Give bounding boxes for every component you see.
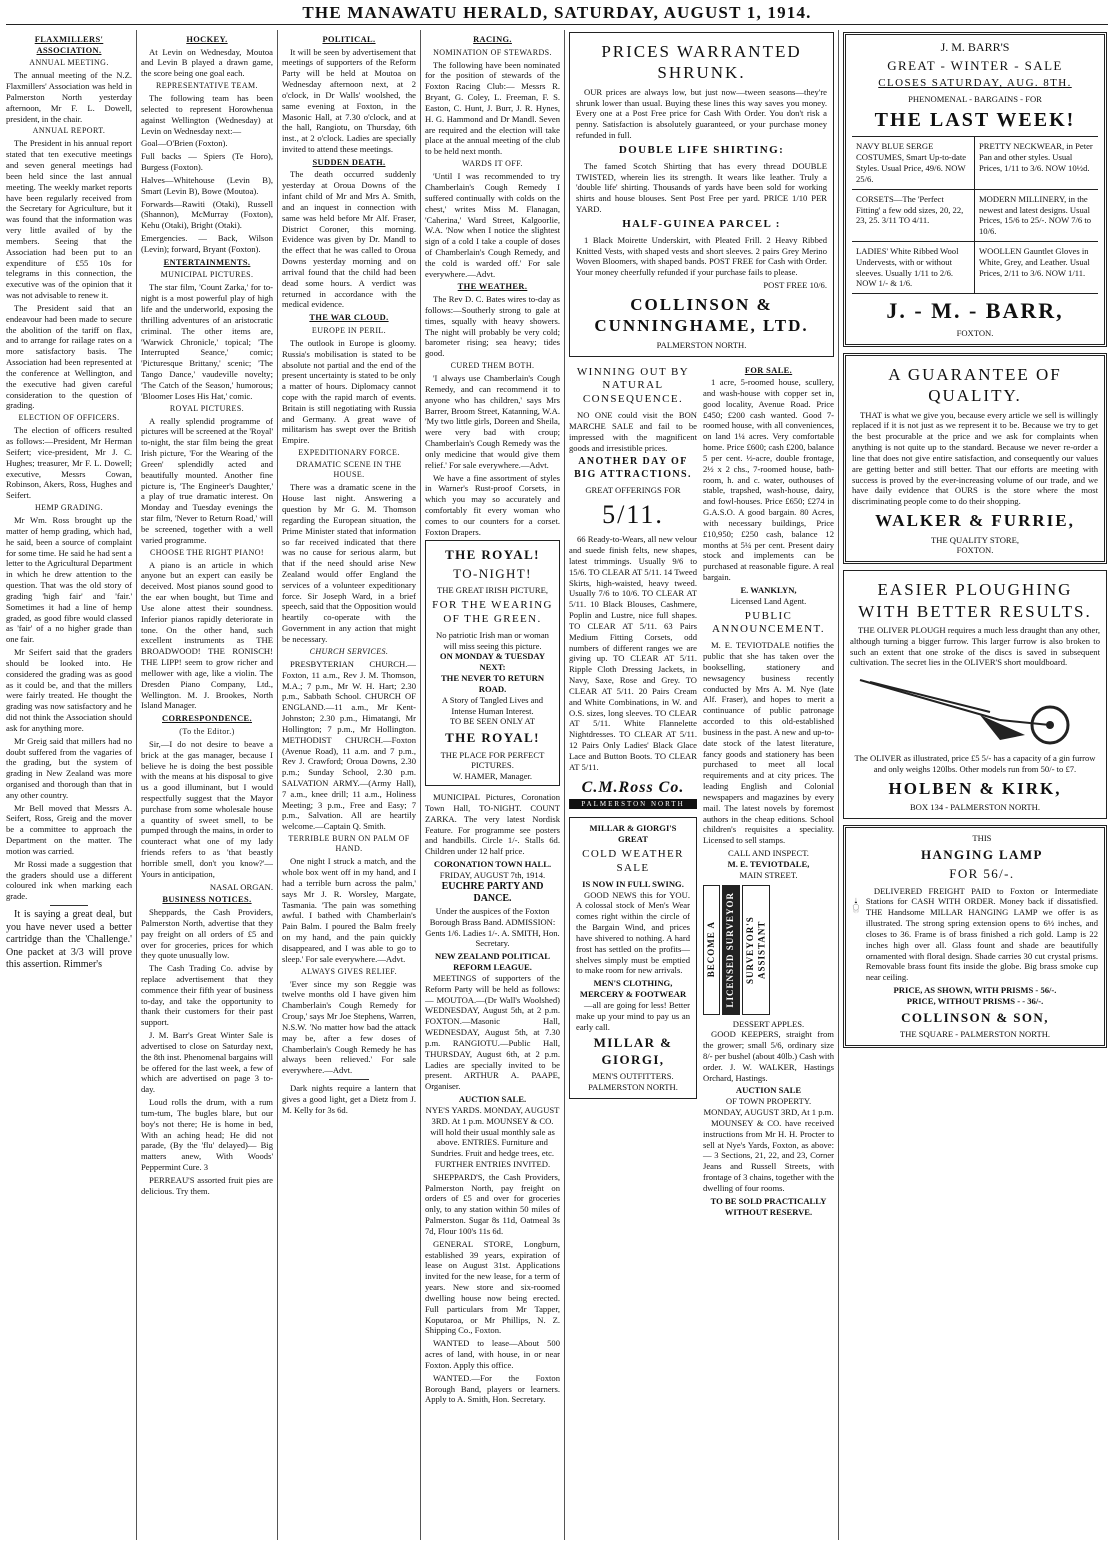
- paragraph: The annual meeting of the N.Z. Flaxmillers' Association was held in Palmerston North yesterday afternoon, Mr F. L. Dowell, president, in the chair.: [6, 70, 132, 124]
- team-line: Emergencies. — Back, Wilson (Levin); forward, Bryant (Foxton).: [141, 233, 273, 254]
- column-divider: [564, 30, 565, 1540]
- ad-headline: GREAT - WINTER - SALE: [887, 58, 1063, 74]
- divider: [329, 1079, 369, 1080]
- paragraph: MUNICIPAL Pictures, Coronation Town Hall, TO-NIGHT. COUNT ZARKA. The very latest Nordisk Feature. For programme see posters and handbills. Circle 1/-. Stalls 6d. Children under 12 half price.: [425, 792, 560, 857]
- paragraph: GENERAL STORE, Longburn, established 39 years, expiration of lease on August 31st. Applications invited for the new lease, for a term of years. New store and six-roomed dwelling house now being erected. Full particulars from Mr Tapper, Koputaroa, or Mr Phillips, N. Z. Shipping Co., Foxton.: [425, 1238, 560, 1336]
- paragraph: 'I always use Chamberlain's Cough Remedy, and can recommend it to anyone who has children,' says Mrs Barrer, Broom Street, Katanning, W.A. 'My two little girls, Doreen and Sheila, were very bad with croup; Chamberlain's Cough Remedy was the only medicine that would give them relief.' For sale everywhere.—Advt.: [425, 373, 560, 470]
- paragraph: 'Ever since my son Reggie was twelve months old I have given him Chamberlain's Cough Remedy for Croup,' says Mr Joe Stephens, Warren, N.S.W. 'No matter how bad the attack may be, after a few doses of Chamberlain's Cough Remedy he has always been relieved.' For sale everywhere.—Advt.: [282, 978, 416, 1076]
- ad-line: ON MONDAY & TUESDAY NEXT:: [439, 651, 546, 673]
- paragraph: Sheppards, the Cash Providers, Palmerston North, advertise that they pay freight on all orders of £5 and over for groceries, prices for which they quote unusually low.: [141, 907, 273, 961]
- barr-sale-ad: [843, 32, 1107, 347]
- ad-headline: MILLAR & GIORGI,: [593, 1035, 673, 1067]
- column-divider: [136, 30, 137, 1540]
- article-subtitle: ROYAL PICTURES.: [169, 403, 245, 413]
- ad-line: OF TOWN PROPERTY.: [725, 1096, 812, 1107]
- ad-headline: COLLINSON & CUNNINGHAME, LTD.: [594, 294, 809, 336]
- paragraph: The outlook in Europe is gloomy. Russia's mobilisation is stated to be absolute not partial and the end of the present uncertainty is stated to be only a matter of hours. Diplomacy cannot cope with the rapid march of events. Britain is still negotiating with Russia and Germany. A great wave of militarism has swept over the British Empire.: [282, 337, 416, 446]
- article-title: RACING.: [473, 35, 512, 44]
- team-line: Full backs — Spiers (Te Horo), Burgess (Foxton).: [141, 151, 273, 173]
- ad-line: FRIDAY, AUGUST 7th, 1914.: [439, 869, 546, 880]
- team-line: Goal—O'Brien (Foxton).: [141, 138, 228, 149]
- ad-headline: THE ROYAL!: [445, 730, 540, 746]
- ad-line: THE NEVER TO RETURN ROAD.: [440, 673, 545, 694]
- paragraph: MOUNSEY & CO. have received instructions from Mr H. H. Procter to sell at Nye's Yards, Foxton, as above:— 3 Sections, 21, 22, and 23, Corner Jeans and Russell Streets, with frontage of 3 chains, together with the dwelling of four rooms.: [703, 1117, 834, 1193]
- paragraph: It will be seen by advertisement that meetings of supporters of the Reform Party will be held at Moutoa on Wednesday afternoon next, at 2 o'clock, in Dr Walls' woolshed, the same evening at Foxton, in the Masonic Hall, at 7.30 o'clock, and at the hall, Rangiotu, on Thursday, 6th inst., at 2 o'clock. Ladies are specially invited to attend these meetings.: [282, 46, 416, 155]
- paragraph: GOOD KEEPERS, straight from the grower; small 5/6, ordinary size 8/- per bushel (about 40lb.) Cash with order. J. W. WALKER, Hastings Orchard, Hastings.: [703, 1029, 834, 1083]
- divider: [50, 905, 88, 906]
- ad-headline: THE LAST WEEK!: [874, 109, 1076, 132]
- ad-text: The famed Scotch Shirting that has every thread DOUBLE TWISTED, wherein lies its strength. It wears like leather. Truly a 'double life' shirting. Thousands of yards have been sold for working shirts and house blouses. Sent Post Free per yard. PRICE 1/10 PER YARD.: [576, 160, 827, 215]
- paragraph: A piano is an article in which anyone but an expert can easily be deceived. Most pianos sound good to the ear when bought, but Time and Use alone attest their soundness. Inferior pianos rapidly deteriorate in tone. On the other hand, such excellent instruments as THE BROADWOOD! THE RONISCH! THE LIPP! seem to grow richer and mellower with age, like a violin. The Dresden Piano Company, Ltd., Wellington. M. J. Brookes, North Island Manager.: [141, 559, 273, 711]
- ad-line: TO BE SEEN ONLY AT: [449, 716, 536, 727]
- paragraph: Mr Seifert said that the graders should be looked into. He considered the grading was as good as it could be, and that the millers were fairly treated. He thought the grading was now satisfactory and he did not think the Association should ask for anything more.: [6, 647, 132, 733]
- ad-price: PRICE, WITHOUT PRISMS - - 36/-.: [906, 995, 1044, 1006]
- ad-headline: PRICES WARRANTED SHRUNK.: [601, 42, 802, 83]
- paragraph: The death occurred suddenly yesterday at Oroua Downs of the infant child of Mr and Mrs A. Smith, and an inquest in connection with same was held before Mr Alf. Fraser, District Coroner, this morning. Evidence was given by Dr. Mandl to the effect that he was called to Oroua Downs yesterday morning and on arrival found that the child had been dead some hours. A verdict was returned in accordance with the medical evidence.: [282, 169, 416, 310]
- ad-headline: AUCTION SALE: [735, 1085, 802, 1096]
- surveyor-ad: [703, 885, 834, 1015]
- paragraph: Sir,—I do not desire to beave a brick at the gas manager, because I believe he is doing the best possible with the means at his disposal to give us a good illuminant, but I would respectfully suggest that the Mayor purchase from some wholesale house a quantity of sweet smell, to be pumped through the mains, in order to counteract what one of my lady friends refers to as 'that beastly horrible smell, don't you know?'—Yours in anticipation,: [141, 738, 273, 879]
- team-line: Halves—Whitehouse (Levin B), Smart (Levin B), Bowe (Moutoa).: [141, 174, 273, 196]
- holben-kirk-ad: [843, 570, 1107, 819]
- paragraph: The star film, 'Count Zarka,' for to-night is a most powerful play of high life and the underworld, exposing the thrilling adventures of an aristocratic criminal. The other items are, 'Warwick Chronicle,' topical; 'The Interrupted Seance,' comic; 'Picturesque Brittany,' scenic; 'The Tango Dance,' vaudeville novelty; 'The Catch of the Season,' humorous; 'Bloomer Loses His Hat,' comic.: [141, 282, 273, 401]
- ad-line: A Story of Tangled Lives and Intense Human Interest.: [441, 694, 544, 716]
- paragraph: 'Until I was recommended to try Chamberlain's Cough Remedy I suffered continually with colds on the chest,' writes Miss M. Flanagan, 'Caherina,' Ward Street, Kalgoorlie, W.A. 'Now when I notice the slightest sign of a cold I take a couple of doses of Chamberlain's Cough Remedy, and the cold is warded off.' For sale everywhere.—Advt.: [425, 171, 560, 279]
- ad-text: —all are going for less! Better make up your mind to pay us an early call.: [576, 999, 690, 1032]
- paragraph: We have a fine assortment of styles in Warner's Rust-proof Corsets, in which you may so accurately and comfortably fit every woman who comes to our counters for a corset. Foxton Drapers.: [425, 472, 560, 537]
- article-title: HOCKEY.: [186, 35, 228, 44]
- ad-headline: DOUBLE LIFE SHIRTING:: [618, 143, 785, 156]
- article-subtitle: ELECTION OF OFFICERS.: [18, 413, 120, 423]
- ad-headline: EUCHRE PARTY AND DANCE.: [441, 880, 544, 905]
- ad-caption: The OLIVER as illustrated, price £5 5/- has a capacity of a gin furrow and only weighs 120lbs. Other models run from 50/- to £7.: [854, 753, 1096, 774]
- paragraph: The Cash Trading Co. advise by replace advertisement that they commence their fifth year of business to-day, and take the opportunity to thank their customers for their past support.: [141, 963, 273, 1028]
- ad-line: PALMERSTON NORTH: [569, 799, 697, 810]
- ad-headline: FOR 56/-.: [949, 866, 1015, 882]
- article-subtitle: DRAMATIC SCENE IN THE HOUSE.: [296, 460, 402, 480]
- ad-line: MAIN STREET.: [739, 869, 798, 880]
- article-subtitle: EUROPE IN PERIL.: [311, 325, 387, 335]
- article-title: THE WAR CLOUD.: [309, 313, 389, 323]
- column-divider: [420, 30, 421, 1540]
- ad-line: THE GREAT IRISH PICTURE,: [436, 585, 549, 596]
- signature: NASAL ORGAN.: [209, 881, 273, 892]
- paragraph: 1 acre, 5-roomed house, scullery, and wash-house with copper set in, good locality, Avenue Road. Price £450; £200 cash wanted. Good 7-roomed house, with all conveniences, on land 1¼ acres. Very comfortable home. Price £600; cash £200, balance 5 per cent. ½-acre, double frontage, 2½ x 2 chs., 7-roomed house, bath-room, h. and c. water, outhouses of stable, trapshed, wash-house, dairy, and fowl-houses. Price £650; £274 in G.A.S.O. A good bargain. 80 Acres, with necessary buildings, Price £10,950; £250 cash, balance 12 months at 5¼ per cent. Present dairy stock and implements can be purchased at reasonable figure. A real bargain.: [703, 377, 834, 583]
- hanging-lamp-ad: [843, 825, 1107, 1048]
- ad-price: 5/11.: [602, 499, 664, 529]
- article-title: ENTERTAINMENTS.: [163, 257, 251, 267]
- paragraph: One night I struck a match, and the whole box went off in my hand, and I had a terrible burn across the palm,' says Mr J. R. Worsley, Margate, Tasmania. 'The pain was something awful. I bathed with Chamberlain's Pain Balm. I poured the Balm freely on my hand, and the pain quickly disappeared, and I was able to go to sleep.' For sale everywhere.—Advt.: [282, 856, 416, 964]
- paragraph: The President said that an endeavour had been made to secure the abolition of the tariff on flax, and to arrange for railage rates on a more satisfactory basis. The Association had been represented at the conference at Wellington, and the executive had given careful consideration to the question of grading.: [6, 302, 132, 411]
- article-title: THE WEATHER.: [457, 282, 528, 292]
- paragraph: The election of officers resulted as follows:—President, Mr Herman Seifert; vice-president, Mr J. C. Hughes; treasurer, Mr F. L. Dowell; executive, Messrs Cowan, Robinson, Akers, Ross, Hughes and Seifert.: [6, 425, 132, 501]
- ad-line: THIS: [972, 833, 992, 844]
- article-subtitle: ANNUAL REPORT.: [32, 126, 106, 136]
- paragraph: WANTED.—For the Foxton Borough Band, players or learners. Apply to A. Smith, Hon. Secretary.: [425, 1372, 560, 1405]
- article-title: FLAXMILLERS' ASSOCIATION.: [34, 35, 104, 55]
- ad-headline: WALKER & FURRIE,: [875, 511, 1075, 531]
- column-1: [6, 32, 132, 1540]
- ad-headline: J. - M. - BARR,: [886, 298, 1064, 324]
- ad-line: IS NOW IN FULL SWING.: [582, 878, 684, 889]
- ad-text: GOOD NEWS this for YOU. A colossal stock of Men's Wear comes right within the circle of the Bargain Wind, and prices have shivered to nothing. A hard frost has settled on the profits—shelves simply must be emptied to make room for new arrivals.: [576, 889, 690, 976]
- sale-cell: MODERN MILLINERY, in the newest and latest designs. Usual Prices, 15/6 to 25/-. NOW 7/6 to 10/6.: [975, 190, 1098, 242]
- ad-line: Under the auspices of the Foxton Borough Brass Band. ADMISSION: Gents 1/6. Ladies 1/-. A. SMITH, Hon. Secretary.: [425, 905, 560, 949]
- ad-line: FOXTON.: [956, 328, 994, 339]
- ad-headline: DESSERT APPLES.: [732, 1018, 805, 1029]
- ad-headline: HALF-GUINEA PARCEL :: [622, 217, 781, 230]
- paragraph: J. M. Barr's Great Winter Sale is advertised to close on Saturday next, the 8th inst. Phenomenal bargains will be offered for the last week, a few of which are advertised on page 3 to-day.: [141, 1030, 273, 1095]
- ad-line: FOXTON.: [956, 545, 994, 556]
- article-title: SUDDEN DEATH.: [312, 157, 386, 167]
- paragraph: MEETINGS of supporters of the Reform Party will be held as follows:— MOUTOA.—(Dr Wall's Woolshed) WEDNESDAY, August 5th, at 2 p.m. FOXTON.—Masonic Hall, WEDNESDAY, August 5th, at 7.30 p.m. RANGIOTU.—Public Hall, THURSDAY, August 6th, at 2 p.m. Ladies are specially invited to be present. ARTHUR A. PAAPE, Organiser.: [425, 972, 560, 1092]
- article-subtitle: (To the Editor.): [179, 726, 235, 736]
- ad-text: 66 Ready-to-Wears, all new velour and suede finish felts, new shapes, latest trimmings. Usually 9/6 to 15/6. TO CLEAR AT 5/11. 14 Tweed Skirts, high-waisted, heavy tweed. Usually 7/6 to 10/6. TO CLEAR AT 5/11. 10 Black Blouses, Cashmere, Poplin and Lustre, nice full shapes. TO CLEAR AT 5/11. 63 Pairs Medium Fitting Corsets, odd numbers of different ranges we are giving up. TO CLEAR AT 5/11. Ripple Cloth Dressing Jackets, in Navy, Saxe, Rose and Grey. TO CLEAR AT 5/11. 20 Pairs Cream and White Combinations, in W. and O.S. sizes, long sleeves. TO CLEAR AT 5/11. White Flannelette Nightdresses. TO CLEAR AT 5/11. 12 Pairs Only Ladies' Black Glace Lace and Button Boots. TO CLEAR AT 5/11.: [569, 534, 697, 772]
- paragraph: At Levin on Wednesday, Moutoa and Levin B played a drawn game, the score being one goal each.: [141, 46, 273, 79]
- collinson-cunninghame-ad: [569, 32, 834, 357]
- verse: Loud rolls the drum, with a rum tum-tum, The bugles blare, but our boy's not there; He is home in bed, With an aching head; He did not parade, (By the 'flu' delayed)— Big matters anew, With Woods' Peppermint Cure. 3: [141, 1097, 273, 1173]
- ad-headline: WINNING OUT BY NATURAL CONSEQUENCE.: [576, 365, 690, 406]
- column-divider: [838, 30, 839, 1540]
- paragraph: M. E. TEVIOTDALE notifies the public that she has taken over the bookselling, stationery and newsagency business recently conducted by Mrs A. M. Nye (late Alf. Fraser), and hopes to merit a continuance of public patronage accorded to this old-established business in the past. A new and up-to-date stock of the latest literature, fancy goods and stationery has been purchased to meet all local requirements and at city prices. The leading English and Colonial newspapers and magazines by every mail. The latest novels by foremost authors in the cheap editions. School children's requisites a speciality. Licensed to sell stamps.: [703, 640, 834, 846]
- article-subtitle: CHOOSE THE RIGHT PIANO!: [149, 547, 265, 557]
- article-title: ALWAYS GIVES RELIEF.: [300, 966, 398, 976]
- sale-cell: CORSETS—The 'Perfect Fitting' a few odd sizes, 20, 22, 23, 25. 3/11 TO 4/11.: [852, 190, 975, 242]
- paragraph: There was a dramatic scene in the House last night. Answering a question by Mr G. M. Thomson regarding the European situation, the Prime Minister stated that information so far received indicated that there was no cause for serious alarm, but that if the need should arise New Zealand would offer England the services of a volunteer expeditionary force. Sir Joseph Ward, in a brief speech, said that the Opposition would heartily co-operate with the Government in any action that might be necessary.: [282, 482, 416, 644]
- sale-cell: NAVY BLUE SERGE COSTUMES, Smart Up-to-date Styles. Usual Price, 49/6. NOW 25/6.: [852, 137, 975, 189]
- column-7: [843, 32, 1107, 1540]
- paragraph: Mr Bell moved that Messrs A. Seifert, Ross, Greig and the mover be a committee to approach the Department on the matter. The motion was carried.: [6, 802, 132, 856]
- paragraph: The Rev D. C. Bates wires to-day as follows:—Southerly strong to gale at times, squally with heavy showers. The night will probably be very cold; barometer rising; sea heavy; tides good.: [425, 294, 560, 359]
- paragraph: The President in his annual report stated that ten executive meetings and seven general meetings had been held since the last annual meeting. The weekly market reports have been regularly received from the Secretary for Agriculture, but it was found that the information was very little availed of by the members. Seeing that the Association had been put to an expenditure of £55 10s for telegrams in this connection, the executive was of the opinion that it was not advisable to renew it.: [6, 138, 132, 301]
- ad-headline: COLD WEATHER SALE: [582, 848, 684, 874]
- ad-headline: EASIER PLOUGHING WITH BETTER RESULTS.: [858, 580, 1092, 621]
- ad-line: No patriotic Irish man or woman will miss seeing this picture.: [436, 629, 549, 651]
- ad-headline: THE ROYAL!: [445, 546, 540, 562]
- sale-cell: PRETTY NECKWEAR, in Peter Pan and other styles. Usual Prices, 1/11 to 3/6. NOW 10½d.: [975, 137, 1098, 189]
- article-title: CORRESPONDENCE.: [162, 714, 252, 724]
- cm-ross-logo: C.M.Ross Co.: [581, 779, 685, 797]
- ad-text: NO ONE could visit the BON MARCHE SALE and fail to be impressed with the magnificent goods and irresistible prices.: [569, 410, 697, 453]
- article-subtitle: REPRESENTATIVE TEAM.: [156, 81, 258, 91]
- ad-text: 1 Black Moirette Underskirt, with Pleated Frill. 2 Heavy Ribbed Knitted Vests, with shaped vests and short sleeves. 2 pairs Grey Merino Woven Bloomers, with shaped bands. POST FREE for Cash with Order. Your money cheerfully refunded if your purchase fails to please.: [576, 234, 827, 278]
- millar-giorgi-ad: [569, 817, 697, 1098]
- paragraph: PRESBYTERIAN CHURCH.—Foxton, 11 a.m., Rev J. M. Thomson, M.A.; 7 p.m., Mr W. H. Hart; 2.30 p.m., Sabbath School. CHURCH OF ENGLAND.—11 a.m., Mr Kent-Johnston; 2.30 p.m., Himatangi, Mr Hollington; 7 p.m., Mr Hollington. METHODIST CHURCH.—Foxton (Avenue Road), 11 a.m. and 7 p.m., Rev J. Crawford; Oroua Downs, 2.30 p.m.; Sunday School, 2.30 p.m. SALVATION ARMY.—(Army Hall), 7 a.m., knee drill; 11 a.m., Holiness Meeting; 3 p.m., Free and Easy; 7 p.m., Salvation. All are heartily welcome.—Captain Q. Smith.: [282, 658, 416, 832]
- article-title: CHURCH SERVICES.: [309, 646, 389, 656]
- ad-text: THE OLIVER PLOUGH requires a much less draught than any other, although turning a bigger furrow. This larger furrow is also broken to such an extent that one stroke of the discs is saved in subsequent cultivation. The secret lies in the OLIVER'S short mouldboard.: [850, 624, 1100, 668]
- masthead: THE MANAWATU HERALD, SATURDAY, AUGUST 1, 1914.: [302, 3, 812, 22]
- article-subtitle: ANNUAL MEETING.: [29, 58, 109, 68]
- ad-line: MONDAY, AUGUST 3RD, At 1 p.m.: [703, 1107, 834, 1118]
- article-title: BUSINESS NOTICES.: [162, 895, 252, 905]
- column-6: [703, 363, 834, 1218]
- bon-marche-ad: [569, 363, 697, 1218]
- ad-text: DELIVERED FREIGHT PAID to Foxton or Intermediate Stations for CASH WITH ORDER. Money back if dissatisfied. THE Handsome MILLAR HANGING LAMP we offer is as illustrated. The strong spring extension opens to 6½ inches, and closes to 36. Frame is of brass finished a rich gold. Lamp is 22 inches high over all. Glass fount and shade are beautifully ornamented with floral design. Shade carries 30 cut crystal prisms. Removable brass fount fits inside the globe. Big brass smoke cup near ceiling.: [865, 885, 1098, 983]
- paragraph: Dark nights require a lantern that gives a good light, get a Dietz from J. M. Kelly for 3s 6d.: [282, 1083, 416, 1115]
- column-divider: [277, 30, 278, 1540]
- column-4: [425, 32, 560, 1540]
- article-title: WARDS IT OFF.: [462, 159, 523, 169]
- ad-line: W. HAMER, Manager.: [452, 771, 533, 782]
- ad-headline: AUCTION SALE.: [458, 1094, 527, 1105]
- surveyor-block: BECOME A: [703, 885, 720, 1015]
- ad-line: TO BE SOLD PRACTICALLY WITHOUT RESERVE.: [710, 1195, 827, 1217]
- paragraph: Mr Greig said that millers had no doubt suffered from the vagaries of the grading, but the system of grading in New Zealand was more organised and thorough than that in any other country.: [6, 735, 132, 800]
- ad-headline: HOLBEN & KIRK,: [888, 778, 1062, 798]
- article-subtitle: NOMINATION OF STEWARDS.: [433, 47, 552, 57]
- royal-pictures-ad: [425, 540, 560, 787]
- ad-headline: CLOSES SATURDAY, AUG. 8TH.: [878, 77, 1072, 90]
- surveyor-block: SURVEYOR'S ASSISTANT: [742, 885, 771, 1015]
- paragraph: It is saying a great deal, but you have never used a better cartridge than the 'Challenge.' One packet at 3/3 will prove this assertion. Rimmer's: [6, 909, 132, 971]
- walker-furrie-ad: [843, 353, 1107, 564]
- paragraph: Mr Wm. Ross brought up the matter of hemp grading, which had, he said, been a source of complaint for some time. He said he had sent a letter to the Agricultural Department in which he drew attention to the question. That was the old story of grading 'high fair' and 'fair.' Sometimes it had a line of hemp graded, as good fibre would classed as 'fair' of a no higher grade than one fair.: [6, 515, 132, 645]
- ad-headline: TO-NIGHT!: [453, 565, 532, 581]
- masthead-rule: [6, 24, 1108, 25]
- plough-illustration: [850, 670, 1100, 750]
- ad-line: Licensed Land Agent.: [730, 595, 807, 606]
- ad-line: PALMERSTON NORTH.: [656, 339, 747, 350]
- ad-price: POST FREE 10/6.: [763, 280, 827, 291]
- ad-line: PHENOMENAL - BARGAINS - FOR: [908, 94, 1042, 105]
- ad-line: E. WANKLYN,: [740, 584, 797, 595]
- ad-line: GREAT OFFERINGS FOR: [585, 484, 681, 495]
- article-subtitle: HEMP GRADING.: [34, 503, 104, 513]
- ad-headline: A GUARANTEE OF QUALITY.: [888, 364, 1062, 406]
- lamp-illustration: [852, 837, 860, 977]
- article-title: TERRIBLE BURN ON PALM OF HAND.: [288, 834, 410, 854]
- ad-text: OUR prices are always low, but just now—tween seasons—they're shrunk lower than usual. Buying these lines this way saves you money. Every one at a Post Free price for Cash With Order. You don't risk a penny. Satisfaction is absolutely guaranteed, or your purchase money refunded in full.: [576, 86, 827, 141]
- ad-price: PRICE, AS SHOWN, WITH PRISMS - 56/-.: [893, 985, 1057, 996]
- paragraph: A really splendid programme of pictures will be screened at the 'Royal' to-night, the star film being the great Irish picture, 'For the Wearing of the Green' splendidly acted and beautifully mounted. Another fine picture is, 'The Engineer's Daughter,' a play of true dramatic interest. On Monday and Tuesday evenings the star film, 'Never to Return Road,' will be screened, together with a well varied programme.: [141, 415, 273, 545]
- paragraph: The following have been nominated for the position of stewards of the Foxton Racing Club:— Messrs R. Bryant, G. Coley, L. Freeman, F. S. Easton, C. Hunt, J. Burr, J. R. Hynes, H. G. Hammond and Dr Mandl. Seven are required and the election will take place at the annual meeting of the club to be held next month.: [425, 59, 560, 157]
- ad-line: THE QUALITY STORE,: [930, 534, 1020, 545]
- ad-line: CORONATION TOWN HALL.: [433, 859, 552, 870]
- team-line: Forwards—Rawiti (Otaki), Russell (Shannon), McMurray (Foxton), Kehu (Otaki), Bright (Otaki).: [141, 198, 273, 231]
- ad-headline: COLLINSON & SON,: [901, 1009, 1049, 1025]
- ad-line: M. E. TEVIOTDALE,: [727, 858, 810, 869]
- ad-headline: PUBLIC ANNOUNCEMENT.: [711, 609, 826, 636]
- ad-line: MEN'S CLOTHING, MERCERY & FOOTWEAR: [579, 978, 687, 1000]
- ad-line: THE PLACE FOR PERFECT PICTURES.: [440, 749, 545, 771]
- article-title: FOR SALE.: [744, 365, 793, 375]
- article-subtitle: EXPEDITIONARY FORCE.: [298, 448, 400, 458]
- column-3: [282, 32, 416, 1540]
- article-title: CURED THEM BOTH.: [450, 361, 535, 371]
- ad-line: J. M. BARR'S: [940, 40, 1010, 54]
- ad-line: CALL AND INSPECT.: [728, 848, 809, 859]
- lower-ads: [569, 363, 834, 1218]
- paragraph: SHEPPARD'S, the Cash Providers, Palmerston North, pay freight on orders of £5 and over for groceries only, to any station within 50 miles of Palmerston. Sugar 8s 11d, Oatmeal 3s 7d, Flour 100's 11s 6d.: [425, 1171, 560, 1236]
- column-2: [141, 32, 273, 1540]
- article-title: POLITICAL.: [322, 35, 376, 44]
- surveyor-block: LICENSED SURVEYOR: [722, 885, 739, 1015]
- ad-line: NYE'S YARDS. MONDAY, AUGUST 3RD. At 1 p.m. MOUNSEY & CO. will hold their usual monthly sale as above. ENTRIES. Furniture and Sundries. Fruit and hedge trees, etc. FURTHER ENTRIES INVITED.: [425, 1104, 560, 1169]
- sale-grid: [852, 136, 1098, 294]
- article-subtitle: MUNICIPAL PICTURES.: [160, 270, 254, 280]
- ad-headline: MILLAR & GIORGI'S GREAT: [589, 823, 677, 845]
- ad-line: MEN'S OUTFITTERS. PALMERSTON NORTH.: [588, 1071, 678, 1092]
- ad-headline: HANGING LAMP: [920, 846, 1043, 862]
- column-5: [569, 32, 834, 1540]
- paragraph: PERREAU'S assorted fruit pies are delicious. Try them.: [141, 1174, 273, 1196]
- ad-line: THE SQUARE - PALMERSTON NORTH.: [899, 1029, 1051, 1040]
- ad-line: BOX 134 - PALMERSTON NORTH.: [909, 802, 1041, 813]
- sale-cell: LADIES' White Ribbed Wool Undervests, with or without sleeves. Usually 1/11 to 2/6. NOW 1/- & 1/6.: [852, 242, 975, 294]
- sale-cell: WOOLLEN Gauntlet Gloves in White, Grey, and Leather. Usual Prices, 2/11 to 3/6. NOW 1/11.: [975, 242, 1098, 294]
- paragraph: WANTED to lease—About 500 acres of land, with house, in or near Foxton. Apply this office.: [425, 1338, 560, 1370]
- paragraph: Mr Rossi made a suggestion that the graders should use a different coloured ink when marking each grade.: [6, 858, 132, 902]
- ad-headline: FOR THE WEARING OF THE GREEN.: [432, 599, 553, 625]
- ad-headline: NEW ZEALAND POLITICAL REFORM LEAGUE.: [435, 951, 550, 973]
- ad-headline: ANOTHER DAY OF BIG ATTRACTIONS.: [574, 456, 692, 481]
- ad-text: THAT is what we give you, because every article we sell is willingly replaced if it is not just as we represent it to be. Because we try to get the best procurable at the price and we ask for complaints when anything is not quite up to the standard. Because we never re-order a line that does not give entire satisfaction, and consequently our values are getting better and still better. That our efforts are meeting with success is proved by the ever-increasing volume of our trade, and we have daily evidence that OURS is the store where the most discriminating people come to do their shopping.: [852, 409, 1098, 507]
- paragraph: The following team has been selected to represent Horowhenua against Wellington (Wednesday) at Levin on Wednesday next:—: [141, 93, 273, 136]
